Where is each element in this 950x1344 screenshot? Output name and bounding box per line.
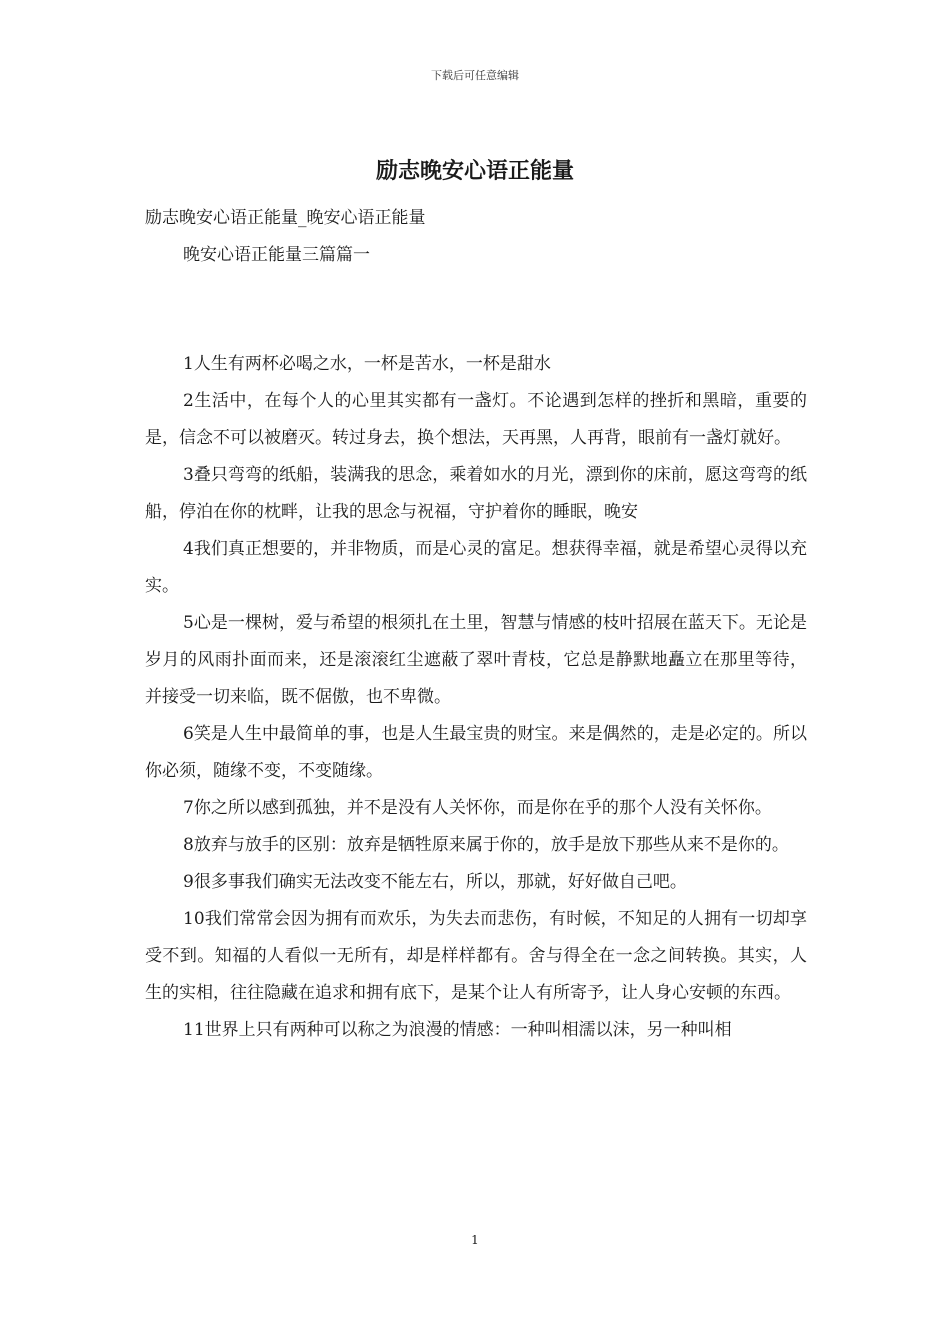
document-content bbox=[145, 346, 807, 1049]
paragraph-5: 5心是一棵树，爱与希望的根须扎在土里，智慧与情感的枝叶招展在蓝天下。无论是岁月的风雨扑面而来，还是滚滚红尘遮蔽了翠叶青枝，它总是静默地矗立在那里等待，并接受一切来临，既不倨傲，也不卑微。 bbox=[145, 613, 807, 707]
header-note: 下载后可任意编辑 bbox=[431, 69, 519, 82]
paragraph-7: 7你之所以感到孤独，并不是没有人关怀你，而是你在乎的那个人没有关怀你。 bbox=[183, 798, 772, 818]
paragraph-11: 11世界上只有两种可以称之为浪漫的情感：一种叫相濡以沫，另一种叫相 bbox=[183, 1020, 732, 1040]
page-number: 1 bbox=[471, 1233, 479, 1247]
document-subtitle: 励志晚安心语正能量_晚安心语正能量 bbox=[145, 208, 426, 228]
paragraph-2: 2生活中，在每个人的心里其实都有一盏灯。不论遇到怎样的挫折和黑暗，重要的是，信念不可以被磨灭。转过身去，换个想法，天再黑，人再背，眼前有一盏灯就好。 bbox=[145, 391, 807, 448]
paragraph-1: 1人生有两杯必喝之水，一杯是苦水，一杯是甜水 bbox=[183, 354, 551, 374]
paragraph-3: 3叠只弯弯的纸船，装满我的思念，乘着如水的月光，漂到你的床前，愿这弯弯的纸船，停泊在你的枕畔，让我的思念与祝福，守护着你的睡眠，晚安 bbox=[145, 465, 807, 522]
paragraph-10: 10我们常常会因为拥有而欢乐，为失去而悲伤，有时候，不知足的人拥有一切却享受不到。知福的人看似一无所有，却是样样都有。舍与得全在一念之间转换。其实，人生的实相，往往隐藏在追求和拥有底下，是某个让人有所寄予，让人身心安顿的东西。 bbox=[145, 909, 807, 1003]
section-title: 晚安心语正能量三篇篇一 bbox=[183, 245, 370, 265]
paragraph-6: 6笑是人生中最简单的事，也是人生最宝贵的财宝。来是偶然的，走是必定的。所以你必须，随缘不变，不变随缘。 bbox=[145, 724, 807, 781]
paragraph-4: 4我们真正想要的，并非物质，而是心灵的富足。想获得幸福，就是希望心灵得以充实。 bbox=[145, 539, 807, 596]
paragraph-9: 9很多事我们确实无法改变不能左右，所以，那就，好好做自己吧。 bbox=[183, 872, 687, 892]
document-title: 励志晚安心语正能量 bbox=[375, 158, 574, 184]
paragraph-8: 8放弃与放手的区别：放弃是牺牲原来属于你的，放手是放下那些从来不是你的。 bbox=[183, 835, 789, 855]
